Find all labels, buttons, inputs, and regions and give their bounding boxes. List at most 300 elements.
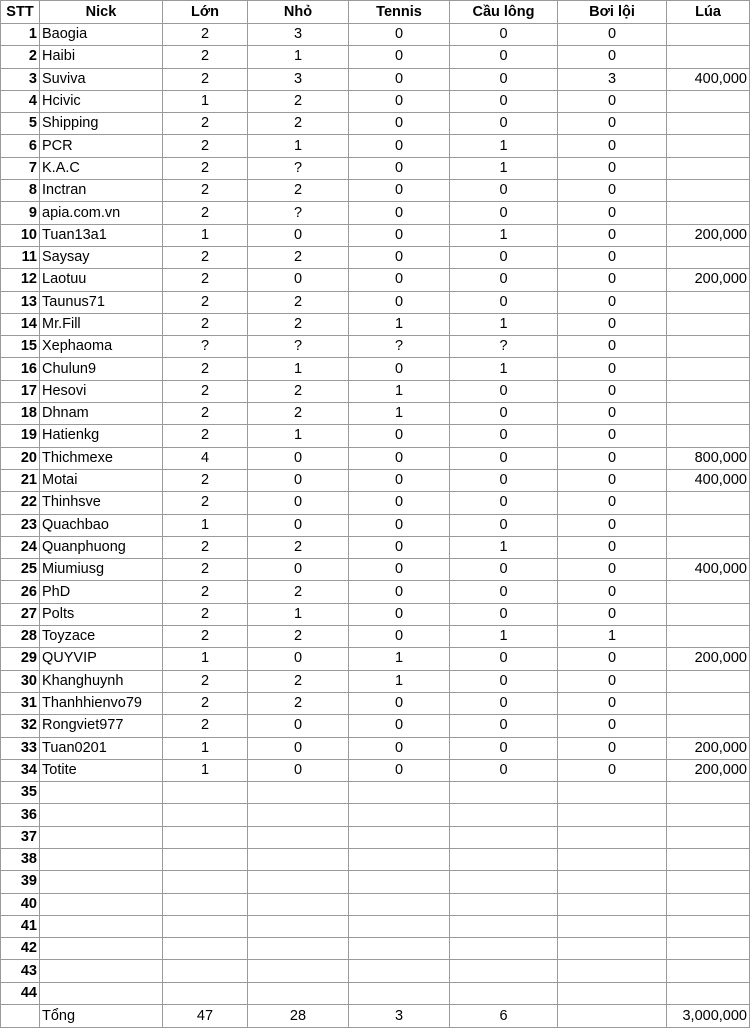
tennis-cell[interactable]: 1: [349, 380, 450, 402]
stt-cell[interactable]: 17: [1, 380, 40, 402]
stt-cell[interactable]: 16: [1, 358, 40, 380]
boi-loi-cell[interactable]: 0: [558, 514, 667, 536]
lon-cell[interactable]: 2: [163, 157, 248, 179]
cau-long-cell[interactable]: 0: [450, 380, 558, 402]
cau-long-cell[interactable]: 0: [450, 291, 558, 313]
lua-cell[interactable]: [667, 960, 750, 982]
lua-cell[interactable]: 200,000: [667, 224, 750, 246]
lon-cell[interactable]: 1: [163, 90, 248, 112]
nick-cell[interactable]: K.A.C: [40, 157, 163, 179]
cau-long-cell[interactable]: 0: [450, 492, 558, 514]
lua-cell[interactable]: [667, 715, 750, 737]
stt-cell[interactable]: 4: [1, 90, 40, 112]
lon-cell[interactable]: 2: [163, 581, 248, 603]
nho-cell[interactable]: 3: [248, 24, 349, 46]
nho-cell[interactable]: [248, 848, 349, 870]
boi-loi-cell[interactable]: [558, 871, 667, 893]
header-boi-loi[interactable]: Bơi lội: [558, 1, 667, 24]
lua-cell[interactable]: [667, 804, 750, 826]
nho-cell[interactable]: 0: [248, 559, 349, 581]
stt-cell[interactable]: 1: [1, 24, 40, 46]
lua-cell[interactable]: [667, 24, 750, 46]
tennis-cell[interactable]: 0: [349, 224, 450, 246]
lon-cell[interactable]: 2: [163, 425, 248, 447]
cau-long-cell[interactable]: 0: [450, 692, 558, 714]
nick-cell[interactable]: Khanghuynh: [40, 670, 163, 692]
nho-cell[interactable]: ?: [248, 336, 349, 358]
lua-cell[interactable]: [667, 893, 750, 915]
lua-cell[interactable]: [667, 246, 750, 268]
lon-cell[interactable]: 2: [163, 313, 248, 335]
lua-cell[interactable]: [667, 871, 750, 893]
lon-cell[interactable]: 2: [163, 24, 248, 46]
tennis-cell[interactable]: 0: [349, 536, 450, 558]
nick-cell[interactable]: Polts: [40, 603, 163, 625]
nick-cell[interactable]: Dhnam: [40, 403, 163, 425]
cau-long-cell[interactable]: [450, 826, 558, 848]
nho-cell[interactable]: 2: [248, 313, 349, 335]
lon-cell[interactable]: [163, 960, 248, 982]
cau-long-cell[interactable]: 0: [450, 447, 558, 469]
lon-cell[interactable]: 2: [163, 692, 248, 714]
tennis-cell[interactable]: 0: [349, 425, 450, 447]
lon-cell[interactable]: 2: [163, 670, 248, 692]
nick-cell[interactable]: Shipping: [40, 113, 163, 135]
boi-loi-cell[interactable]: [558, 938, 667, 960]
tennis-cell[interactable]: 0: [349, 715, 450, 737]
stt-cell[interactable]: 41: [1, 915, 40, 937]
cau-long-cell[interactable]: 0: [450, 715, 558, 737]
boi-loi-cell[interactable]: 0: [558, 157, 667, 179]
lon-cell[interactable]: ?: [163, 336, 248, 358]
boi-loi-cell[interactable]: 0: [558, 269, 667, 291]
cau-long-cell[interactable]: 1: [450, 157, 558, 179]
lon-cell[interactable]: 2: [163, 291, 248, 313]
lon-cell[interactable]: [163, 782, 248, 804]
lon-cell[interactable]: 2: [163, 469, 248, 491]
cau-long-cell[interactable]: [450, 982, 558, 1004]
lua-cell[interactable]: [667, 403, 750, 425]
boi-loi-cell[interactable]: 0: [558, 403, 667, 425]
header-nick[interactable]: Nick: [40, 1, 163, 24]
boi-loi-cell[interactable]: [558, 960, 667, 982]
lua-cell[interactable]: [667, 313, 750, 335]
stt-cell[interactable]: 34: [1, 759, 40, 781]
cau-long-cell[interactable]: 0: [450, 113, 558, 135]
cau-long-cell[interactable]: [450, 893, 558, 915]
stt-cell[interactable]: 36: [1, 804, 40, 826]
tennis-cell[interactable]: 0: [349, 737, 450, 759]
stt-cell[interactable]: 42: [1, 938, 40, 960]
lua-cell[interactable]: [667, 113, 750, 135]
lua-cell[interactable]: [667, 782, 750, 804]
nho-cell[interactable]: [248, 782, 349, 804]
nho-cell[interactable]: [248, 915, 349, 937]
boi-loi-cell[interactable]: 0: [558, 536, 667, 558]
stt-cell[interactable]: 24: [1, 536, 40, 558]
boi-loi-cell[interactable]: 0: [558, 581, 667, 603]
stt-cell[interactable]: 12: [1, 269, 40, 291]
tennis-cell[interactable]: 0: [349, 46, 450, 68]
boi-loi-cell[interactable]: 0: [558, 380, 667, 402]
lua-cell[interactable]: 200,000: [667, 737, 750, 759]
stt-cell[interactable]: 44: [1, 982, 40, 1004]
nho-cell[interactable]: 0: [248, 759, 349, 781]
nick-cell[interactable]: Chulun9: [40, 358, 163, 380]
lua-cell[interactable]: [667, 938, 750, 960]
boi-loi-cell[interactable]: 0: [558, 603, 667, 625]
nho-cell[interactable]: 3: [248, 68, 349, 90]
nho-cell[interactable]: 2: [248, 626, 349, 648]
nick-cell[interactable]: Thinhsve: [40, 492, 163, 514]
nho-cell[interactable]: 0: [248, 514, 349, 536]
stt-cell[interactable]: 32: [1, 715, 40, 737]
stt-cell[interactable]: 13: [1, 291, 40, 313]
lon-cell[interactable]: 2: [163, 246, 248, 268]
boi-loi-cell[interactable]: 0: [558, 224, 667, 246]
nho-cell[interactable]: [248, 960, 349, 982]
nick-cell[interactable]: Totite: [40, 759, 163, 781]
nick-cell[interactable]: Inctran: [40, 180, 163, 202]
tennis-cell[interactable]: 1: [349, 670, 450, 692]
nho-cell[interactable]: 1: [248, 46, 349, 68]
cau-long-cell[interactable]: 0: [450, 403, 558, 425]
boi-loi-cell[interactable]: 0: [558, 90, 667, 112]
nick-cell[interactable]: [40, 893, 163, 915]
tennis-cell[interactable]: 0: [349, 291, 450, 313]
lua-cell[interactable]: [667, 202, 750, 224]
nick-cell[interactable]: Laotuu: [40, 269, 163, 291]
nho-cell[interactable]: 1: [248, 603, 349, 625]
nick-cell[interactable]: Saysay: [40, 246, 163, 268]
stt-cell[interactable]: 26: [1, 581, 40, 603]
lon-cell[interactable]: 1: [163, 514, 248, 536]
cau-long-cell[interactable]: 1: [450, 358, 558, 380]
cau-long-cell[interactable]: 0: [450, 514, 558, 536]
lon-cell[interactable]: [163, 804, 248, 826]
lon-cell[interactable]: 4: [163, 447, 248, 469]
cau-long-cell[interactable]: 0: [450, 425, 558, 447]
lua-cell[interactable]: [667, 536, 750, 558]
nho-cell[interactable]: 0: [248, 269, 349, 291]
lua-cell[interactable]: [667, 603, 750, 625]
nick-cell[interactable]: Mr.Fill: [40, 313, 163, 335]
total-stt-cell[interactable]: [1, 1005, 40, 1028]
lon-cell[interactable]: [163, 915, 248, 937]
stt-cell[interactable]: 30: [1, 670, 40, 692]
tennis-cell[interactable]: 0: [349, 581, 450, 603]
tennis-cell[interactable]: [349, 826, 450, 848]
tennis-cell[interactable]: [349, 893, 450, 915]
nick-cell[interactable]: Quanphuong: [40, 536, 163, 558]
boi-loi-cell[interactable]: 0: [558, 246, 667, 268]
header-lua[interactable]: Lúa: [667, 1, 750, 24]
lon-cell[interactable]: 2: [163, 180, 248, 202]
stt-cell[interactable]: 9: [1, 202, 40, 224]
nick-cell[interactable]: [40, 826, 163, 848]
lua-cell[interactable]: 200,000: [667, 759, 750, 781]
stt-cell[interactable]: 38: [1, 848, 40, 870]
total-boi-loi-cell[interactable]: [558, 1005, 667, 1028]
tennis-cell[interactable]: [349, 871, 450, 893]
lon-cell[interactable]: 2: [163, 715, 248, 737]
boi-loi-cell[interactable]: 0: [558, 46, 667, 68]
boi-loi-cell[interactable]: [558, 893, 667, 915]
cau-long-cell[interactable]: 0: [450, 759, 558, 781]
nho-cell[interactable]: 2: [248, 90, 349, 112]
stt-cell[interactable]: 8: [1, 180, 40, 202]
tennis-cell[interactable]: 0: [349, 559, 450, 581]
nho-cell[interactable]: 2: [248, 670, 349, 692]
nick-cell[interactable]: apia.com.vn: [40, 202, 163, 224]
lon-cell[interactable]: [163, 871, 248, 893]
header-stt[interactable]: STT: [1, 1, 40, 24]
total-cau-long-cell[interactable]: 6: [450, 1005, 558, 1028]
cau-long-cell[interactable]: 0: [450, 90, 558, 112]
lua-cell[interactable]: [667, 670, 750, 692]
boi-loi-cell[interactable]: 0: [558, 202, 667, 224]
cau-long-cell[interactable]: 0: [450, 581, 558, 603]
nho-cell[interactable]: ?: [248, 202, 349, 224]
cau-long-cell[interactable]: 0: [450, 559, 558, 581]
cau-long-cell[interactable]: 1: [450, 536, 558, 558]
stt-cell[interactable]: 6: [1, 135, 40, 157]
boi-loi-cell[interactable]: 0: [558, 291, 667, 313]
boi-loi-cell[interactable]: 0: [558, 447, 667, 469]
cau-long-cell[interactable]: 0: [450, 469, 558, 491]
tennis-cell[interactable]: 0: [349, 202, 450, 224]
boi-loi-cell[interactable]: 0: [558, 692, 667, 714]
boi-loi-cell[interactable]: 0: [558, 135, 667, 157]
lua-cell[interactable]: [667, 157, 750, 179]
nick-cell[interactable]: Thanhhienvo79: [40, 692, 163, 714]
tennis-cell[interactable]: 0: [349, 90, 450, 112]
boi-loi-cell[interactable]: 0: [558, 469, 667, 491]
lua-cell[interactable]: [667, 848, 750, 870]
cau-long-cell[interactable]: 0: [450, 246, 558, 268]
lua-cell[interactable]: [667, 291, 750, 313]
tennis-cell[interactable]: 0: [349, 358, 450, 380]
nick-cell[interactable]: Hatienkg: [40, 425, 163, 447]
nho-cell[interactable]: ?: [248, 157, 349, 179]
stt-cell[interactable]: 7: [1, 157, 40, 179]
boi-loi-cell[interactable]: 1: [558, 626, 667, 648]
lon-cell[interactable]: 1: [163, 759, 248, 781]
nick-cell[interactable]: [40, 982, 163, 1004]
nick-cell[interactable]: [40, 938, 163, 960]
nho-cell[interactable]: 2: [248, 581, 349, 603]
tennis-cell[interactable]: 0: [349, 68, 450, 90]
cau-long-cell[interactable]: [450, 960, 558, 982]
cau-long-cell[interactable]: 0: [450, 180, 558, 202]
boi-loi-cell[interactable]: 0: [558, 358, 667, 380]
stt-cell[interactable]: 35: [1, 782, 40, 804]
nho-cell[interactable]: 1: [248, 425, 349, 447]
nick-cell[interactable]: Tuan13a1: [40, 224, 163, 246]
lon-cell[interactable]: 2: [163, 202, 248, 224]
lua-cell[interactable]: [667, 46, 750, 68]
nho-cell[interactable]: [248, 938, 349, 960]
nho-cell[interactable]: 0: [248, 469, 349, 491]
stt-cell[interactable]: 22: [1, 492, 40, 514]
stt-cell[interactable]: 20: [1, 447, 40, 469]
boi-loi-cell[interactable]: [558, 915, 667, 937]
cau-long-cell[interactable]: [450, 848, 558, 870]
lua-cell[interactable]: [667, 90, 750, 112]
tennis-cell[interactable]: 0: [349, 135, 450, 157]
cau-long-cell[interactable]: 0: [450, 269, 558, 291]
lua-cell[interactable]: [667, 135, 750, 157]
nick-cell[interactable]: Baogia: [40, 24, 163, 46]
lon-cell[interactable]: 2: [163, 358, 248, 380]
lua-cell[interactable]: [667, 581, 750, 603]
stt-cell[interactable]: 31: [1, 692, 40, 714]
lon-cell[interactable]: 1: [163, 737, 248, 759]
tennis-cell[interactable]: 0: [349, 759, 450, 781]
nick-cell[interactable]: [40, 871, 163, 893]
tennis-cell[interactable]: [349, 915, 450, 937]
lon-cell[interactable]: 2: [163, 135, 248, 157]
lon-cell[interactable]: 2: [163, 68, 248, 90]
lua-cell[interactable]: 800,000: [667, 447, 750, 469]
nho-cell[interactable]: [248, 804, 349, 826]
lua-cell[interactable]: 200,000: [667, 269, 750, 291]
lon-cell[interactable]: 2: [163, 269, 248, 291]
nick-cell[interactable]: Haibi: [40, 46, 163, 68]
cau-long-cell[interactable]: 0: [450, 46, 558, 68]
nick-cell[interactable]: Rongviet977: [40, 715, 163, 737]
stt-cell[interactable]: 19: [1, 425, 40, 447]
boi-loi-cell[interactable]: [558, 804, 667, 826]
nho-cell[interactable]: 2: [248, 536, 349, 558]
cau-long-cell[interactable]: 0: [450, 737, 558, 759]
nho-cell[interactable]: 2: [248, 692, 349, 714]
nick-cell[interactable]: [40, 848, 163, 870]
stt-cell[interactable]: 5: [1, 113, 40, 135]
cau-long-cell[interactable]: [450, 915, 558, 937]
nick-cell[interactable]: Toyzace: [40, 626, 163, 648]
lon-cell[interactable]: 2: [163, 403, 248, 425]
boi-loi-cell[interactable]: 0: [558, 24, 667, 46]
tennis-cell[interactable]: 0: [349, 180, 450, 202]
tennis-cell[interactable]: 0: [349, 514, 450, 536]
nho-cell[interactable]: [248, 893, 349, 915]
lon-cell[interactable]: [163, 982, 248, 1004]
header-cau-long[interactable]: Cầu lông: [450, 1, 558, 24]
lon-cell[interactable]: [163, 826, 248, 848]
boi-loi-cell[interactable]: 3: [558, 68, 667, 90]
nick-cell[interactable]: Thichmexe: [40, 447, 163, 469]
tennis-cell[interactable]: 0: [349, 692, 450, 714]
lon-cell[interactable]: 1: [163, 648, 248, 670]
nho-cell[interactable]: [248, 982, 349, 1004]
nick-cell[interactable]: [40, 915, 163, 937]
lua-cell[interactable]: [667, 514, 750, 536]
stt-cell[interactable]: 10: [1, 224, 40, 246]
header-nho[interactable]: Nhỏ: [248, 1, 349, 24]
stt-cell[interactable]: 25: [1, 559, 40, 581]
lon-cell[interactable]: 2: [163, 559, 248, 581]
stt-cell[interactable]: 15: [1, 336, 40, 358]
lua-cell[interactable]: [667, 982, 750, 1004]
boi-loi-cell[interactable]: [558, 982, 667, 1004]
nick-cell[interactable]: Motai: [40, 469, 163, 491]
nick-cell[interactable]: Tuan0201: [40, 737, 163, 759]
nick-cell[interactable]: Quachbao: [40, 514, 163, 536]
total-nho-cell[interactable]: 28: [248, 1005, 349, 1028]
boi-loi-cell[interactable]: 0: [558, 336, 667, 358]
nho-cell[interactable]: 0: [248, 492, 349, 514]
tennis-cell[interactable]: 0: [349, 113, 450, 135]
cau-long-cell[interactable]: 0: [450, 202, 558, 224]
tennis-cell[interactable]: 0: [349, 269, 450, 291]
boi-loi-cell[interactable]: 0: [558, 759, 667, 781]
nick-cell[interactable]: Hcivic: [40, 90, 163, 112]
tennis-cell[interactable]: 0: [349, 447, 450, 469]
lua-cell[interactable]: [667, 492, 750, 514]
boi-loi-cell[interactable]: 0: [558, 113, 667, 135]
boi-loi-cell[interactable]: 0: [558, 715, 667, 737]
stt-cell[interactable]: 11: [1, 246, 40, 268]
lon-cell[interactable]: 2: [163, 380, 248, 402]
boi-loi-cell[interactable]: 0: [558, 648, 667, 670]
lua-cell[interactable]: [667, 358, 750, 380]
cau-long-cell[interactable]: 1: [450, 224, 558, 246]
total-label-cell[interactable]: Tổng: [40, 1005, 163, 1028]
nick-cell[interactable]: Taunus71: [40, 291, 163, 313]
lua-cell[interactable]: [667, 336, 750, 358]
stt-cell[interactable]: 39: [1, 871, 40, 893]
boi-loi-cell[interactable]: 0: [558, 559, 667, 581]
stt-cell[interactable]: 18: [1, 403, 40, 425]
nick-cell[interactable]: [40, 782, 163, 804]
cau-long-cell[interactable]: 0: [450, 670, 558, 692]
tennis-cell[interactable]: 0: [349, 246, 450, 268]
stt-cell[interactable]: 37: [1, 826, 40, 848]
nho-cell[interactable]: 2: [248, 291, 349, 313]
lua-cell[interactable]: [667, 692, 750, 714]
nho-cell[interactable]: [248, 871, 349, 893]
tennis-cell[interactable]: 1: [349, 648, 450, 670]
lua-cell[interactable]: 400,000: [667, 469, 750, 491]
header-lon[interactable]: Lớn: [163, 1, 248, 24]
nick-cell[interactable]: [40, 960, 163, 982]
boi-loi-cell[interactable]: [558, 782, 667, 804]
stt-cell[interactable]: 14: [1, 313, 40, 335]
cau-long-cell[interactable]: 1: [450, 135, 558, 157]
cau-long-cell[interactable]: 0: [450, 648, 558, 670]
tennis-cell[interactable]: 0: [349, 157, 450, 179]
lua-cell[interactable]: [667, 826, 750, 848]
stt-cell[interactable]: 29: [1, 648, 40, 670]
stt-cell[interactable]: 3: [1, 68, 40, 90]
lon-cell[interactable]: [163, 938, 248, 960]
boi-loi-cell[interactable]: 0: [558, 670, 667, 692]
total-lua-cell[interactable]: 3,000,000: [667, 1005, 750, 1028]
cau-long-cell[interactable]: 0: [450, 603, 558, 625]
tennis-cell[interactable]: 1: [349, 403, 450, 425]
lon-cell[interactable]: 2: [163, 46, 248, 68]
boi-loi-cell[interactable]: 0: [558, 737, 667, 759]
lon-cell[interactable]: 2: [163, 603, 248, 625]
nho-cell[interactable]: 0: [248, 715, 349, 737]
lon-cell[interactable]: 1: [163, 224, 248, 246]
boi-loi-cell[interactable]: 0: [558, 492, 667, 514]
stt-cell[interactable]: 23: [1, 514, 40, 536]
nick-cell[interactable]: PhD: [40, 581, 163, 603]
lua-cell[interactable]: [667, 425, 750, 447]
tennis-cell[interactable]: [349, 938, 450, 960]
